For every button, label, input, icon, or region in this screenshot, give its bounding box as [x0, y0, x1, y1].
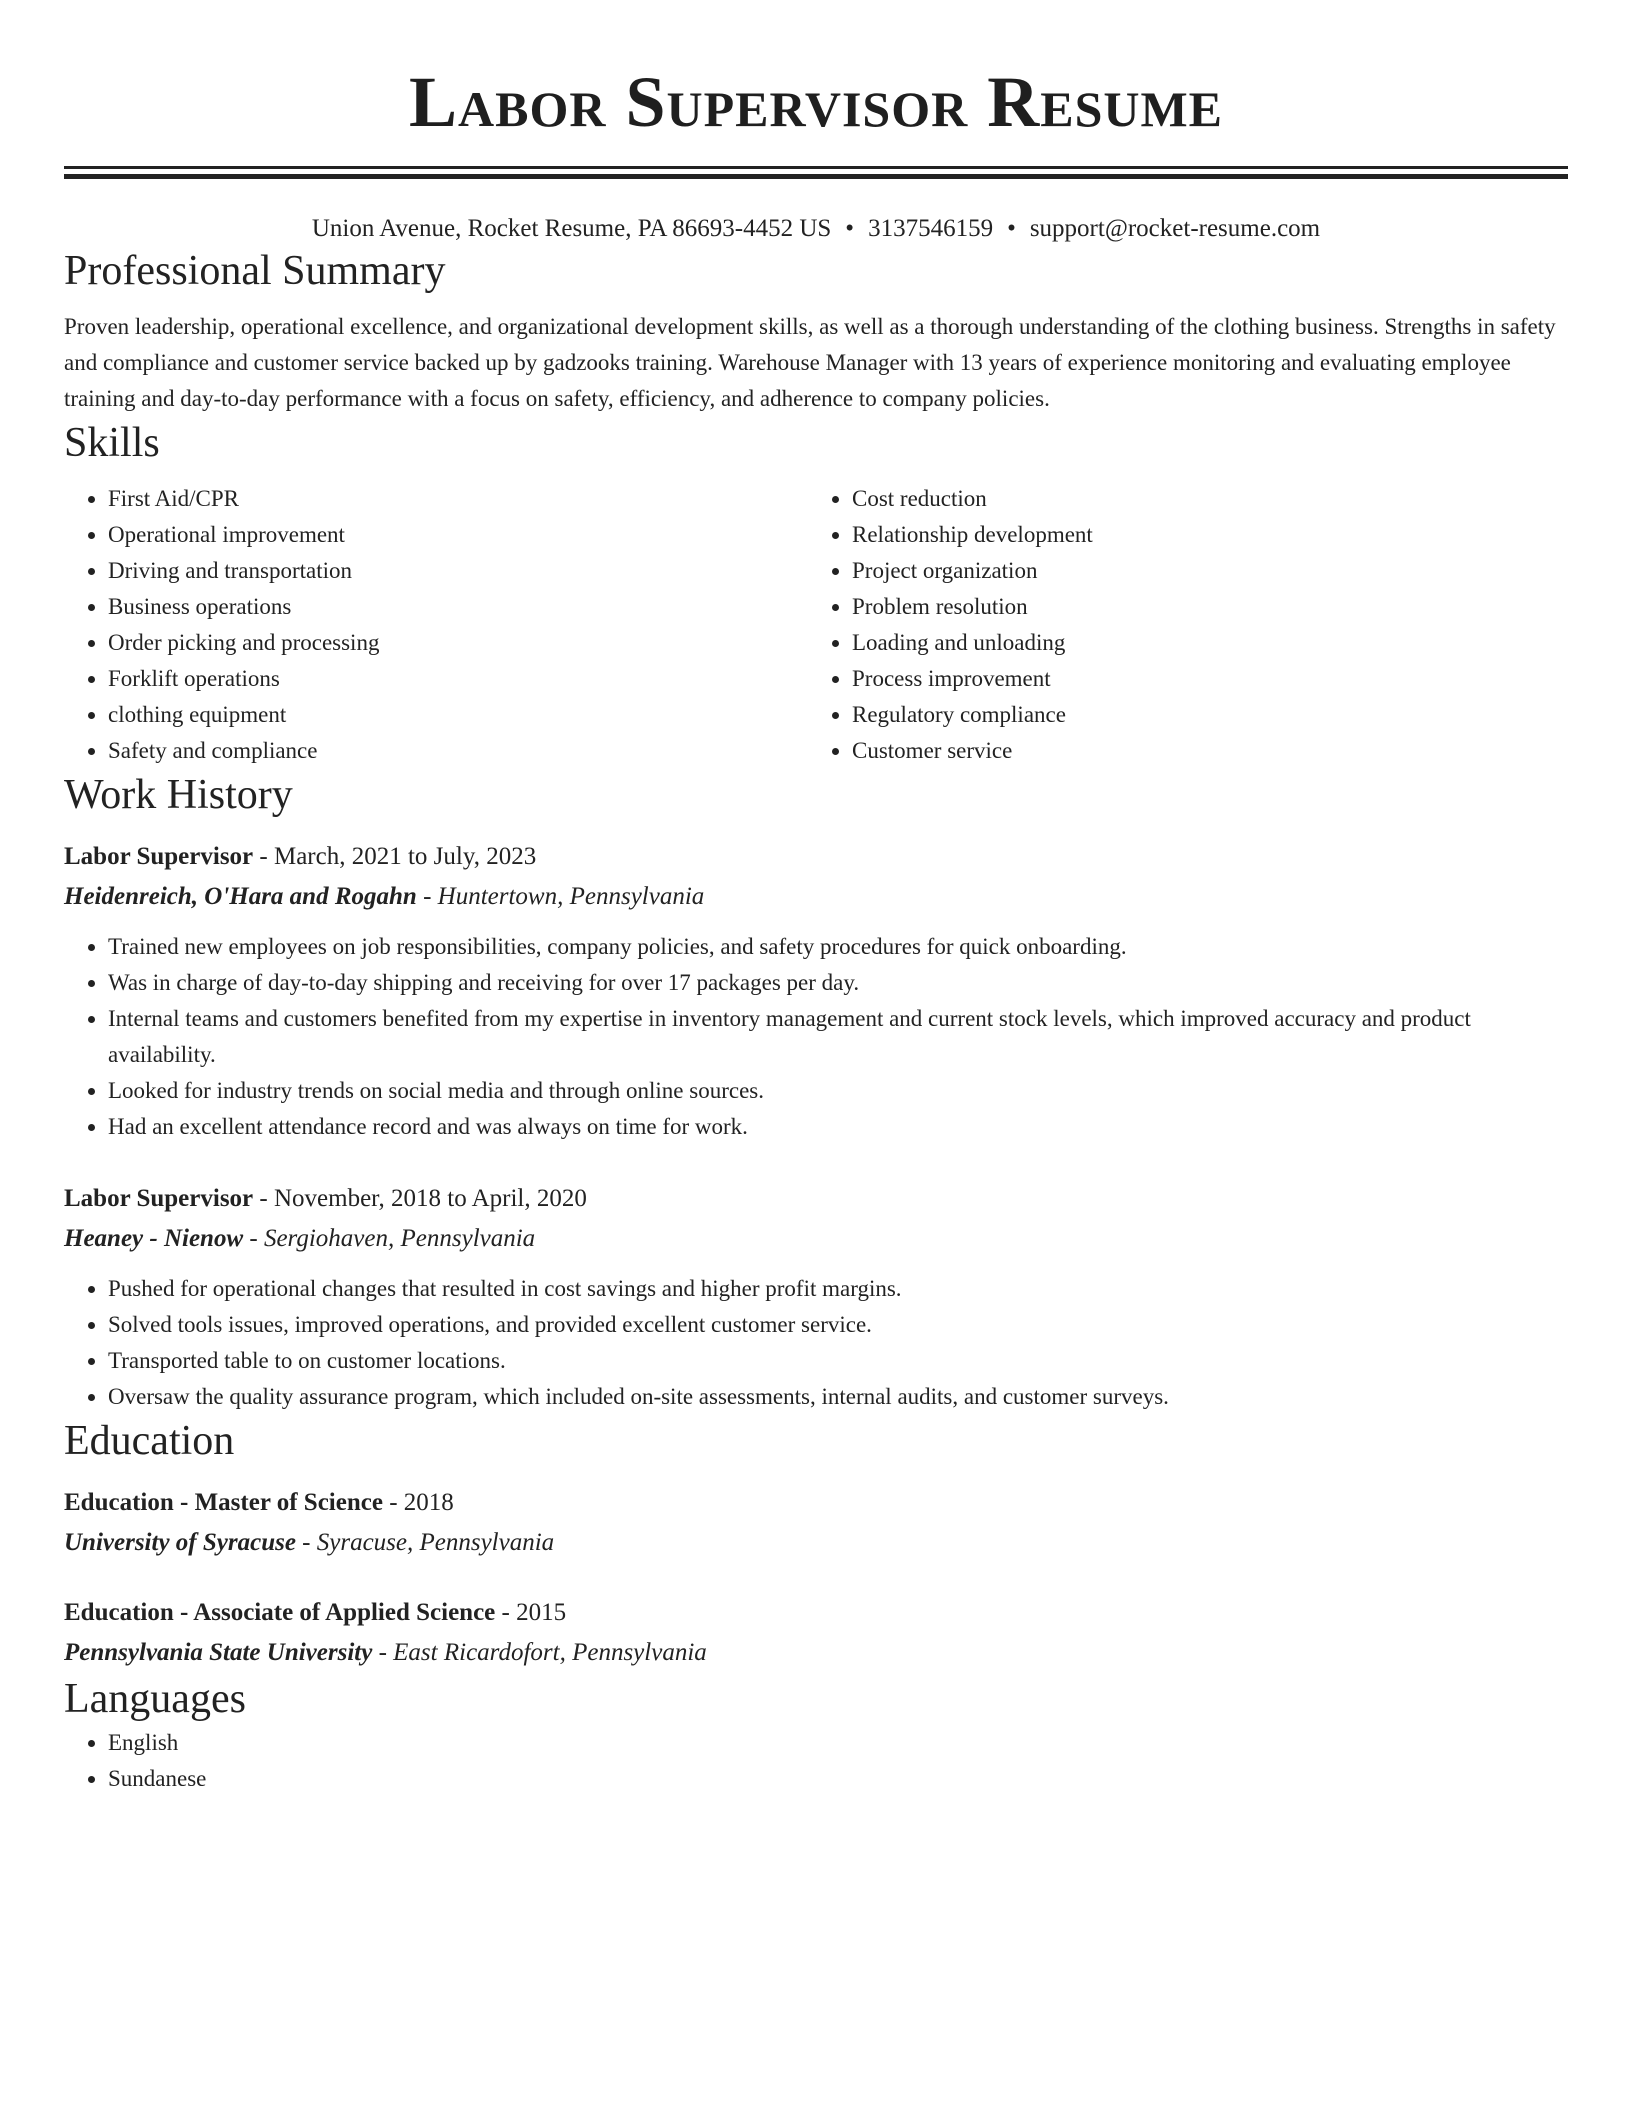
job-duty: • Oversaw the quality assurance program, which included on-site assessments, internal audits, and customer surveys.: [108, 1379, 1568, 1415]
skills-heading: Skills: [64, 420, 160, 466]
school-name: Pennsylvania State University: [64, 1639, 373, 1666]
job-duty: • Internal teams and customers benefited from my expertise in inventory management and current stock levels, which improved accuracy and product availability.: [108, 1001, 1568, 1073]
contact-phone: 3137546159: [868, 215, 994, 242]
job-duties: [64, 1271, 1568, 1415]
skill-item: • Operational improvement: [108, 517, 808, 553]
company-location: - Sergiohaven, Pennsylvania: [243, 1225, 536, 1252]
degree: Education - Associate of Applied Science: [64, 1599, 496, 1626]
summary-text: Proven leadership, operational excellence, and organizational development skills, as well as a thorough understanding of the clothing business. Strengths in safety and compliance and customer service backed up by gadzooks training. Warehouse Manager with 13 years of experience monitoring and evaluating employee training and day-to-day performance with a focus on safety, efficiency, and adherence to company policies.: [64, 314, 1556, 411]
company-name: Heaney - Nienow: [64, 1225, 244, 1252]
skill-item: • First Aid/CPR: [108, 481, 808, 517]
language-item: • English: [108, 1725, 1568, 1761]
contact-separator: •: [1007, 215, 1016, 242]
skill-item: • Process improvement: [852, 661, 1552, 697]
job-duty: • Trained new employees on job responsibilities, company policies, and safety procedures for quick onboarding.: [108, 929, 1568, 965]
company-line: [64, 877, 1568, 917]
contact-line: [64, 213, 1568, 245]
skill-item: • Cost reduction: [852, 481, 1552, 517]
skills-list: [64, 481, 1568, 769]
education-entry: [64, 1593, 1568, 1673]
summary-heading: Professional Summary: [64, 248, 446, 294]
contact-address: Union Avenue, Rocket Resume, PA 86693-4452 US: [311, 215, 832, 242]
skill-item: • Safety and compliance: [108, 733, 808, 769]
job-dates: - November, 2018 to April, 2020: [253, 1185, 587, 1212]
company-location: - Huntertown, Pennsylvania: [416, 883, 705, 910]
skill-item: • Project organization: [852, 553, 1552, 589]
company-line: [64, 1219, 1568, 1259]
school-location: - East Ricardofort, Pennsylvania: [372, 1639, 707, 1666]
language-item: • Sundanese: [108, 1761, 1568, 1797]
skill-item: • Relationship development: [852, 517, 1552, 553]
skill-item: • Order picking and processing: [108, 625, 808, 661]
job-title-line: [64, 837, 1568, 877]
graduation-year: - 2015: [495, 1599, 567, 1626]
contact-email: support@rocket-resume.com: [1029, 215, 1321, 242]
job-duty: • Transported table to on customer locations.: [108, 1343, 1568, 1379]
work-history-heading: Work History: [64, 772, 293, 818]
job-title: Labor Supervisor: [64, 1185, 254, 1212]
job-duty: • Was in charge of day-to-day shipping and receiving for over 17 packages per day.: [108, 965, 1568, 1001]
languages-list: [64, 1725, 1568, 1797]
education-entry: [64, 1483, 1568, 1563]
title-divider-thick: [64, 174, 1568, 179]
job-entry: [64, 837, 1568, 1145]
school-location: - Syracuse, Pennsylvania: [295, 1529, 555, 1556]
skill-item: • Customer service: [852, 733, 1552, 769]
school-line: [64, 1523, 1568, 1563]
school-name: University of Syracuse: [64, 1529, 296, 1556]
resume-title: Labor Supervisor Resume: [408, 62, 1224, 142]
job-title-line: [64, 1179, 1568, 1219]
contact-separator: •: [845, 215, 855, 242]
skill-item: • Problem resolution: [852, 589, 1552, 625]
job-duty: • Looked for industry trends on social media and through online sources.: [108, 1073, 1568, 1109]
title-divider-thin: [64, 166, 1568, 169]
skill-item: • Loading and unloading: [852, 625, 1552, 661]
skill-item: • Business operations: [108, 589, 808, 625]
degree: Education - Master of Science: [64, 1489, 383, 1516]
degree-line: [64, 1483, 1568, 1523]
school-line: [64, 1633, 1568, 1673]
job-duty: • Had an excellent attendance record and was always on time for work.: [108, 1109, 1568, 1145]
job-entry: [64, 1179, 1568, 1415]
languages-heading: Languages: [64, 1676, 246, 1722]
job-duty: • Pushed for operational changes that resulted in cost savings and higher profit margins.: [108, 1271, 1568, 1307]
job-duties: [64, 929, 1568, 1145]
skills-column-left: [64, 481, 808, 769]
company-name: Heidenreich, O'Hara and Rogahn: [64, 883, 417, 910]
skills-column-right: [808, 481, 1552, 769]
education-heading: Education: [64, 1418, 235, 1464]
skill-item: • Regulatory compliance: [852, 697, 1552, 733]
job-duty: • Solved tools issues, improved operations, and provided excellent customer service.: [108, 1307, 1568, 1343]
degree-line: [64, 1593, 1568, 1633]
job-title: Labor Supervisor: [64, 843, 254, 870]
skill-item: • Driving and transportation: [108, 553, 808, 589]
skill-item: • clothing equipment: [108, 697, 808, 733]
skill-item: • Forklift operations: [108, 661, 808, 697]
job-dates: - March, 2021 to July, 2023: [253, 843, 537, 870]
graduation-year: - 2018: [382, 1489, 454, 1516]
